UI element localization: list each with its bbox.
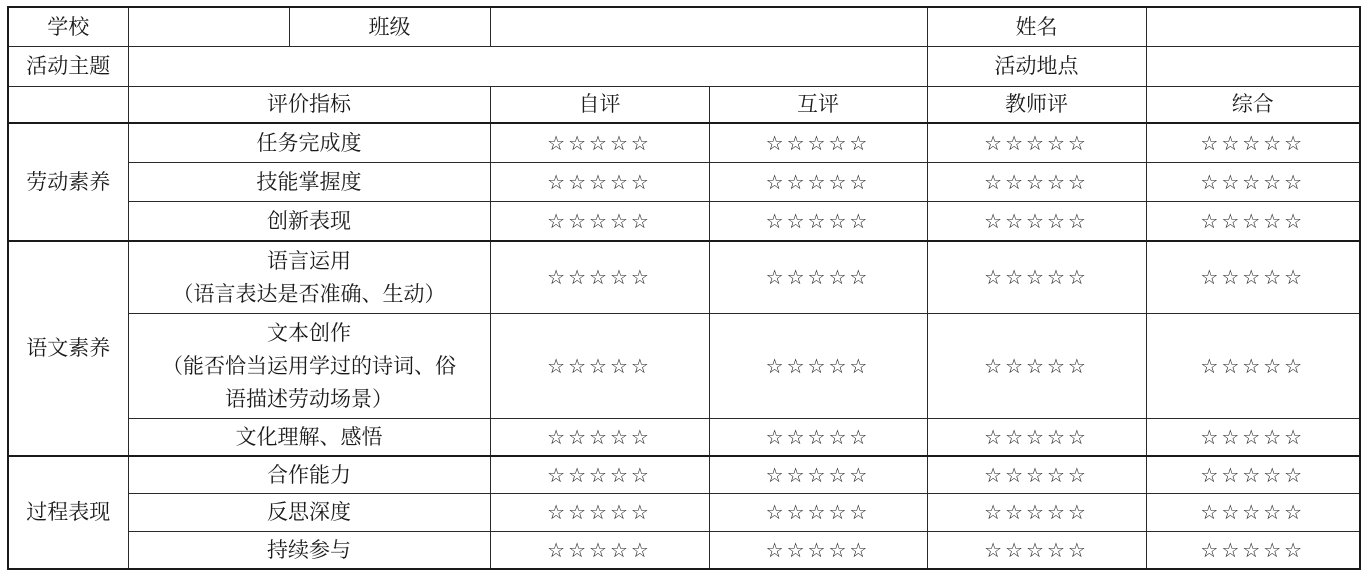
teacher-rating-stars[interactable]: ☆☆☆☆☆ [927,494,1146,532]
class-label: 班级 [289,7,490,47]
self-rating-stars[interactable]: ☆☆☆☆☆ [490,314,709,419]
indicator-header: 评价指标 [128,87,490,124]
info-row-1 [8,7,1360,47]
indicator-label [128,241,490,314]
self-rating-stars[interactable]: ☆☆☆☆☆ [490,532,709,570]
peer-rating-stars[interactable]: ☆☆☆☆☆ [709,123,927,163]
indicator-label: 反思深度 [128,494,490,532]
info-row-2 [8,47,1360,87]
table-row [8,456,1360,494]
table-row [8,419,1360,457]
overall-rating-stars[interactable]: ☆☆☆☆☆ [1146,202,1360,242]
peer-rating-stars[interactable]: ☆☆☆☆☆ [709,241,927,314]
overall-eval-header: 综合 [1146,87,1360,124]
school-label: 学校 [8,7,128,47]
peer-rating-stars[interactable]: ☆☆☆☆☆ [709,532,927,570]
self-rating-stars[interactable]: ☆☆☆☆☆ [490,123,709,163]
indicator-label: 合作能力 [128,456,490,494]
location-value-field[interactable] [1146,47,1360,87]
peer-eval-header: 互评 [709,87,927,124]
peer-rating-stars[interactable]: ☆☆☆☆☆ [709,202,927,242]
peer-rating-stars[interactable]: ☆☆☆☆☆ [709,419,927,457]
indicator-label-line: 文本创作 [267,320,351,345]
peer-rating-stars[interactable]: ☆☆☆☆☆ [709,494,927,532]
teacher-rating-stars[interactable]: ☆☆☆☆☆ [927,202,1146,242]
peer-rating-stars[interactable]: ☆☆☆☆☆ [709,456,927,494]
overall-rating-stars[interactable]: ☆☆☆☆☆ [1146,456,1360,494]
teacher-rating-stars[interactable]: ☆☆☆☆☆ [927,419,1146,457]
category-label: 过程表现 [8,456,128,569]
evaluation-table [7,6,1361,570]
category-header-blank [8,87,128,124]
category-label: 劳动素养 [8,123,128,241]
category-label: 语文素养 [8,241,128,456]
self-rating-stars[interactable]: ☆☆☆☆☆ [490,163,709,202]
indicator-label: 文化理解、感悟 [128,419,490,457]
teacher-rating-stars[interactable]: ☆☆☆☆☆ [927,456,1146,494]
theme-label: 活动主题 [8,47,128,87]
location-label: 活动地点 [927,47,1146,87]
self-eval-header: 自评 [490,87,709,124]
teacher-rating-stars[interactable]: ☆☆☆☆☆ [927,163,1146,202]
school-value-field[interactable] [128,7,289,47]
indicator-label-line: （语言表达是否准确、生动） [172,281,446,306]
table-row [8,241,1360,314]
evaluation-sheet [7,6,1359,565]
table-row [8,123,1360,163]
table-row [8,494,1360,532]
teacher-rating-stars[interactable]: ☆☆☆☆☆ [927,123,1146,163]
overall-rating-stars[interactable]: ☆☆☆☆☆ [1146,163,1360,202]
indicator-label: 技能掌握度 [128,163,490,202]
column-header-row [8,87,1360,124]
teacher-rating-stars[interactable]: ☆☆☆☆☆ [927,241,1146,314]
overall-rating-stars[interactable]: ☆☆☆☆☆ [1146,123,1360,163]
indicator-label [128,314,490,419]
indicator-label: 任务完成度 [128,123,490,163]
self-rating-stars[interactable]: ☆☆☆☆☆ [490,419,709,457]
theme-value-field[interactable] [128,47,927,87]
indicator-label: 创新表现 [128,202,490,242]
table-row [8,314,1360,419]
table-row [8,532,1360,570]
table-row [8,202,1360,242]
overall-rating-stars[interactable]: ☆☆☆☆☆ [1146,532,1360,570]
teacher-rating-stars[interactable]: ☆☆☆☆☆ [927,532,1146,570]
indicator-label-line: 语言运用 [267,248,351,273]
overall-rating-stars[interactable]: ☆☆☆☆☆ [1146,241,1360,314]
self-rating-stars[interactable]: ☆☆☆☆☆ [490,241,709,314]
teacher-rating-stars[interactable]: ☆☆☆☆☆ [927,314,1146,419]
self-rating-stars[interactable]: ☆☆☆☆☆ [490,456,709,494]
overall-rating-stars[interactable]: ☆☆☆☆☆ [1146,419,1360,457]
class-value-field[interactable] [490,7,927,47]
table-row [8,163,1360,202]
name-value-field[interactable] [1146,7,1360,47]
indicator-label-line: （能否恰当运用学过的诗词、俗 [162,353,456,378]
teacher-eval-header: 教师评 [927,87,1146,124]
peer-rating-stars[interactable]: ☆☆☆☆☆ [709,163,927,202]
self-rating-stars[interactable]: ☆☆☆☆☆ [490,494,709,532]
peer-rating-stars[interactable]: ☆☆☆☆☆ [709,314,927,419]
overall-rating-stars[interactable]: ☆☆☆☆☆ [1146,494,1360,532]
name-label: 姓名 [927,7,1146,47]
indicator-label: 持续参与 [128,532,490,570]
overall-rating-stars[interactable]: ☆☆☆☆☆ [1146,314,1360,419]
indicator-label-line: 语描述劳动场景） [225,386,393,411]
self-rating-stars[interactable]: ☆☆☆☆☆ [490,202,709,242]
